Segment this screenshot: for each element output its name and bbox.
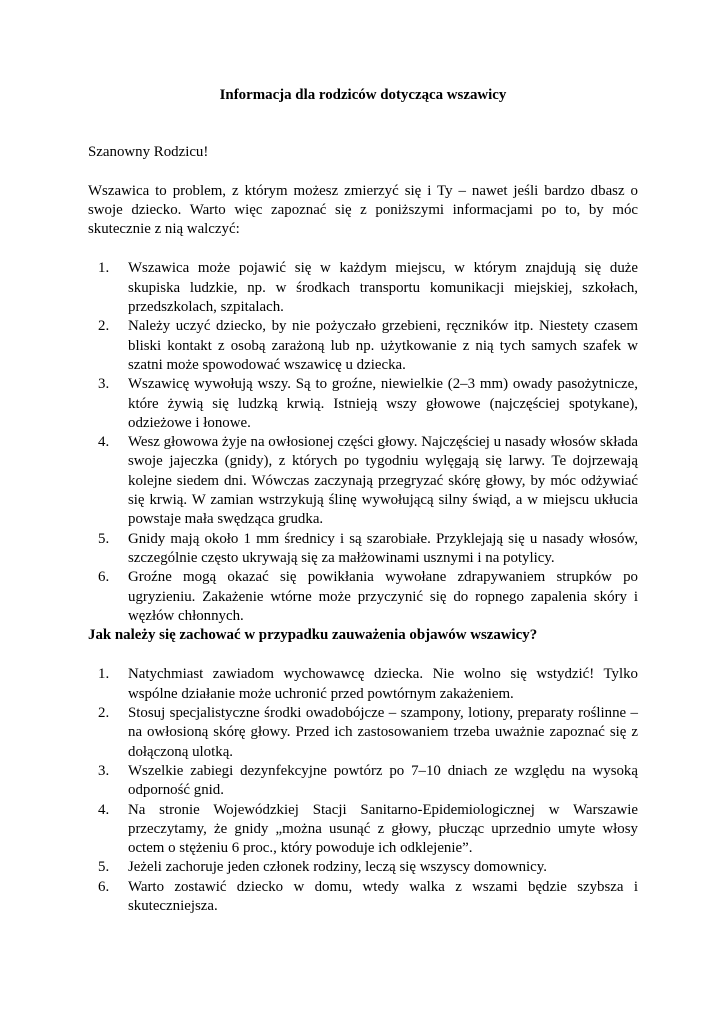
list-item-text: Natychmiast zawiadom wychowawcę dziecka. Nie wolno się wstydzić! Tylko wspólne działanie może uchronić przed powtórnym zakażeniem. bbox=[128, 666, 638, 702]
list-item bbox=[98, 433, 638, 529]
list-item bbox=[98, 530, 638, 569]
list-item bbox=[98, 375, 638, 433]
list-number: 1. bbox=[98, 260, 110, 277]
document-title: Informacja dla rodziców dotycząca wszawicy bbox=[219, 87, 507, 103]
list-item-text: Groźne mogą okazać się powikłania wywołane zdrapywaniem strupków po ugryzieniu. Zakażenie wtórne może przyczynić się do ropnego zapalenia skóry i węzłów chłonnych. bbox=[128, 569, 638, 624]
intro-paragraph: Wszawica to problem, z którym możesz zmierzyć się i Ty – nawet jeśli bardzo dbasz o swoje dziecko. Warto więc zapoznać się z poniższymi informacjami po to, by móc skutecznie z nią walczyć: bbox=[88, 182, 638, 238]
list-item-text: Należy uczyć dziecko, by nie pożyczało grzebieni, ręczników itp. Niestety czasem bliski kontakt z osobą zarażoną lub np. użytkowanie z nią tych samych szafek w szatni może spowodować wszawicę u dziecka. bbox=[128, 318, 638, 373]
list-item-text: Jeżeli zachoruje jeden członek rodziny, leczą się wszyscy domownicy. bbox=[128, 859, 547, 876]
actions-list bbox=[88, 665, 638, 916]
list-item bbox=[98, 762, 638, 801]
list-number: 1. bbox=[98, 666, 110, 683]
list-number: 6. bbox=[98, 878, 110, 895]
list-number: 5. bbox=[98, 859, 110, 876]
list-item bbox=[98, 858, 638, 877]
list-number: 2. bbox=[98, 705, 110, 722]
list-number: 4. bbox=[98, 434, 110, 451]
list-number: 6. bbox=[98, 569, 110, 586]
list-item-text: Stosuj specjalistyczne środki owadobójcze – szampony, lotiony, preparaty roślinne – na owłosioną skórę głowy. Przed ich zastosowaniem trzeba uważnie zapoznać się z dołączoną ulotką. bbox=[128, 705, 638, 760]
list-item-text: Warto zostawić dziecko w domu, wtedy walka z wszami będzie szybsza i skuteczniejsza. bbox=[128, 878, 638, 914]
list-item bbox=[98, 704, 638, 762]
list-item bbox=[98, 259, 638, 317]
list-item bbox=[98, 801, 638, 859]
list-number: 3. bbox=[98, 376, 110, 393]
list-item-text: Wszelkie zabiegi dezynfekcyjne powtórz po 7–10 dniach ze względu na wysoką odporność gnid. bbox=[128, 762, 638, 799]
list-item-text: Na stronie Wojewódzkiej Stacji Sanitarno-Epidemiologicznej w Warszawie przeczytamy, że gnidy „można usunąć z głowy, płucząc uprzednio umyte włosy octem o stężeniu 6 proc., który powoduje ich odklejenie”. bbox=[128, 801, 638, 857]
list-item-text: Gnidy mają około 1 mm średnicy i są szarobiałe. Przyklejają się u nasady włosów, szczególnie często ukrywają się za małżowinami usznymi i na potylicy. bbox=[128, 530, 638, 566]
list-item-text: Wszawica może pojawić się w każdym miejscu, w którym znajdują się duże skupiska ludzkie, np. w środkach transportu komunikacji miejskiej, szkołach, przedszkolach, szpitalach. bbox=[128, 260, 638, 316]
section-heading: Jak należy się zachować w przypadku zauważenia objawów wszawicy? bbox=[88, 627, 538, 644]
list-item-text: Wesz głowowa żyje na owłosionej części głowy. Najczęściej u nasady włosów składa swoje jajeczka (gnidy), z których po tygodniu wylęgają się larwy. Te dojrzewają kolejne siedem dni. Wówczas zaczynają przegryzać skórę głowy, by móc odżywiać się krwią. W zamian wstrzykują ślinę wywołującą silny świąd, a w miejscu ukłucia powstaje mała swędząca grudka. bbox=[128, 434, 638, 528]
list-number: 2. bbox=[98, 318, 110, 335]
list-item bbox=[98, 317, 638, 375]
list-number: 5. bbox=[98, 530, 110, 547]
list-number: 4. bbox=[98, 801, 110, 818]
facts-list bbox=[88, 259, 638, 626]
salutation: Szanowny Rodzicu! bbox=[88, 144, 209, 161]
list-item-text: Wszawicę wywołują wszy. Są to groźne, niewielkie (2–3 mm) owady pasożytnicze, które żywią się ludzką krwią. Istnieją wszy głowowe (najczęściej spotykane), odzieżowe i łonowe. bbox=[128, 376, 638, 431]
list-number: 3. bbox=[98, 762, 110, 779]
list-item bbox=[98, 878, 638, 917]
list-item bbox=[98, 665, 638, 704]
list-item bbox=[98, 568, 638, 626]
